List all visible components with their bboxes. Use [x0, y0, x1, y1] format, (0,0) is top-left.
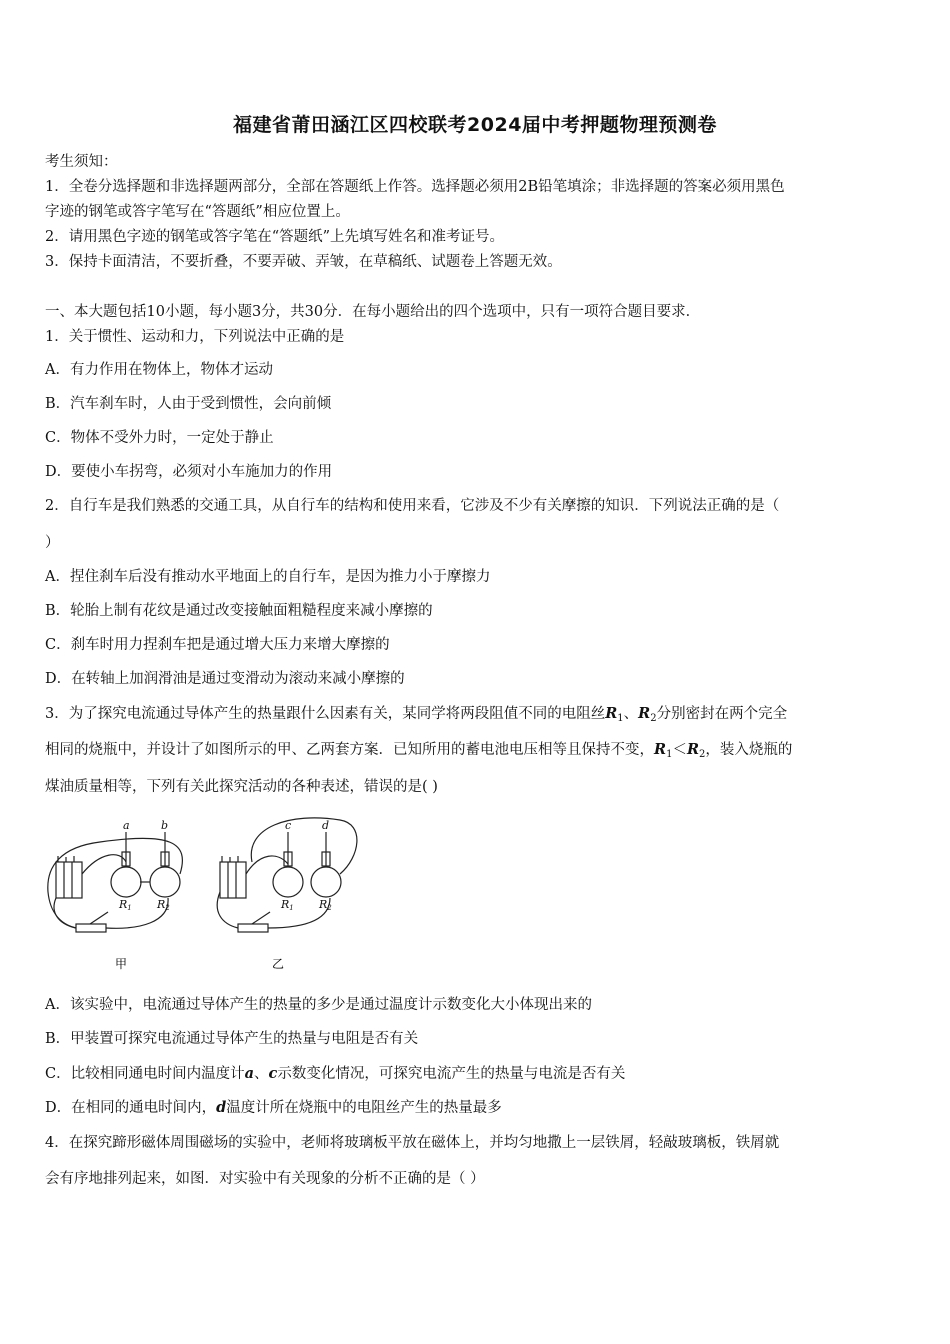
switch-icon — [238, 924, 268, 932]
text: 相同的烧瓶中，并设计了如图所示的甲、乙两套方案．已知所用的蓄电池电压相等且保持不变， — [45, 742, 654, 758]
label-b: b — [161, 819, 169, 832]
less-than: ＜ — [672, 742, 687, 758]
notice-heading: 考生须知： — [45, 154, 118, 170]
question-4-stem-line-2: 会有序地排列起来，如图．对实验中有关现象的分析不正确的是（ ） — [45, 1171, 485, 1187]
label-d: d — [322, 819, 330, 832]
separator: 、 — [623, 706, 639, 722]
question-1-option-a: A．有力作用在物体上，物体才运动 — [45, 362, 273, 378]
apparatus-jia — [48, 832, 183, 932]
subscript: 1 — [666, 749, 673, 760]
question-2-option-a: A．捏住刹车后没有推动水平地面上的自行车，是因为推力小于摩擦力 — [45, 569, 491, 585]
subscript: 1 — [617, 713, 624, 724]
notice-line: 3．保持卡面清洁，不要折叠，不要弄破、弄皱，在草稿纸、试题卷上答题无效。 — [45, 254, 562, 270]
text: ，装入烧瓶的 — [705, 742, 793, 758]
label-r2: R2 — [157, 898, 170, 912]
question-2-stem: 2．自行车是我们熟悉的交通工具，从自行车的结构和使用来看，它涉及不少有关摩擦的知识．下列说法正确的是（ — [45, 498, 780, 514]
question-2-stem-end: ） — [45, 535, 60, 551]
label-r2: R2 — [319, 898, 332, 912]
resistor-r1: R — [605, 705, 618, 722]
text: D．在相同的通电时间内， — [45, 1100, 217, 1116]
question-3-stem-line-3: 煤油质量相等，下列有关此探究活动的各种表述，错误的是( ) — [45, 779, 438, 795]
label-c: c — [285, 819, 292, 832]
question-3-stem-line-1 — [45, 704, 905, 729]
question-1-option-d: D．要使小车拐弯，必须对小车施加力的作用 — [45, 464, 333, 480]
notice-line: 2．请用黑色字迹的钢笔或答字笔在“答题纸”上先填写姓名和准考证号。 — [45, 229, 505, 245]
label-r1: R1 — [281, 898, 294, 912]
resistor-r2: R — [686, 741, 699, 758]
text: 分别密封在两个完全 — [656, 706, 788, 722]
text: 温度计所在烧瓶中的电阻丝产生的热量最多 — [226, 1100, 502, 1116]
apparatus-yi — [217, 818, 357, 932]
question-1-option-c: C．物体不受外力时，一定处于静止 — [45, 430, 274, 446]
caption-yi: 乙 — [272, 957, 285, 971]
flask-r1-icon — [273, 867, 303, 897]
resistor-r2: R — [638, 705, 651, 722]
text: 示数变化情况，可探究电流产生的热量与电流是否有关 — [277, 1066, 626, 1082]
thermometer-d-ref: d — [216, 1099, 227, 1116]
resistor-r1: R — [654, 741, 667, 758]
circuit-figure — [40, 812, 470, 982]
flask-r2-icon — [150, 867, 180, 897]
flask-r2-icon — [311, 867, 341, 897]
switch-icon — [76, 924, 106, 932]
page-title: 福建省莆田涵江区四校联考2024届中考押题物理预测卷 — [233, 114, 717, 136]
thermometer-a-ref: a — [244, 1065, 254, 1082]
text: 3．为了探究电流通过导体产生的热量跟什么因素有关，某同学将两段阻值不同的电阻丝 — [45, 706, 606, 722]
subscript: 2 — [650, 713, 657, 724]
question-3-option-d — [45, 1098, 905, 1118]
question-1-stem: 1．关于惯性、运动和力，下列说法中正确的是 — [45, 329, 345, 345]
question-2-option-c: C．刹车时用力捏刹车把是通过增大压力来增大摩擦的 — [45, 637, 390, 653]
text: C．比较相同通电时间内温度计 — [45, 1066, 245, 1082]
flask-r1-icon — [111, 867, 141, 897]
notice-line: 1．全卷分选择题和非选择题两部分，全部在答题纸上作答。选择题必须用2B铅笔填涂；非选择题的答案必须用黑色 — [45, 179, 785, 195]
question-3-option-c — [45, 1064, 905, 1084]
label-a: a — [123, 819, 130, 832]
question-2-option-b: B．轮胎上制有花纹是通过改变接触面粗糙程度来减小摩擦的 — [45, 603, 433, 619]
question-3-option-a: A．该实验中，电流通过导体产生的热量的多少是通过温度计示数变化大小体现出来的 — [45, 997, 592, 1013]
subscript: 2 — [699, 749, 706, 760]
caption-jia: 甲 — [115, 957, 128, 971]
question-1-option-b: B．汽车刹车时，人由于受到惯性，会向前倾 — [45, 396, 332, 412]
section-heading: 一、本大题包括10小题，每小题3分，共30分．在每小题给出的四个选项中，只有一项符合题目要求． — [45, 304, 701, 320]
battery-icon — [220, 862, 246, 898]
separator: 、 — [254, 1066, 269, 1082]
notice-line: 字迹的钢笔或答字笔写在“答题纸”相应位置上。 — [45, 204, 350, 220]
label-r1: R1 — [119, 898, 132, 912]
question-3-option-b: B．甲装置可探究电流通过导体产生的热量与电阻是否有关 — [45, 1031, 419, 1047]
battery-icon — [56, 862, 82, 898]
question-4-stem-line-1: 4．在探究蹄形磁体周围磁场的实验中，老师将玻璃板平放在磁体上，并均匀地撒上一层铁屑，轻敲玻璃板，铁屑就 — [45, 1135, 780, 1151]
question-2-option-d: D．在转轴上加润滑油是通过变滑动为滚动来减小摩擦的 — [45, 671, 405, 687]
question-3-stem-line-2 — [45, 740, 905, 765]
thermometer-c-ref: c — [268, 1065, 278, 1082]
